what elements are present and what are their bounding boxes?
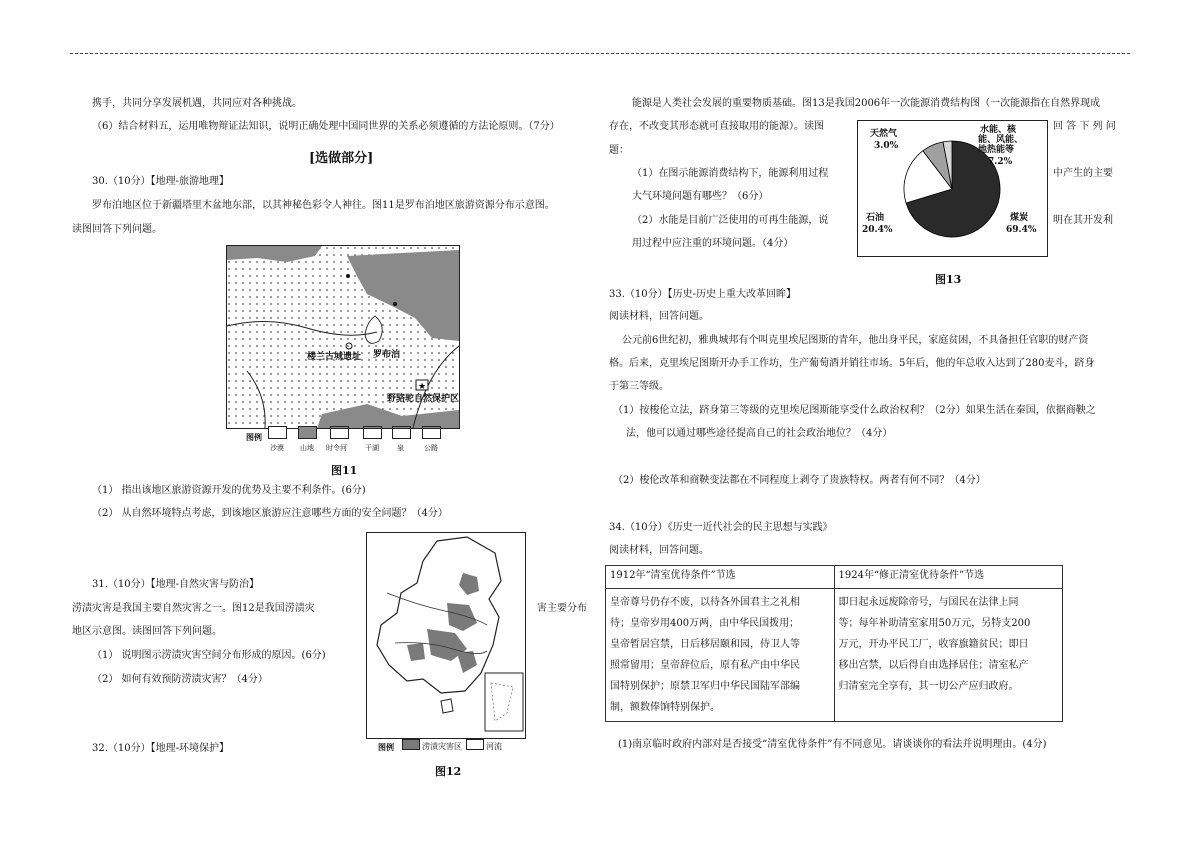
q32-heading: 32.（10分）【地理-环境保护】 (92, 743, 230, 754)
cell-1912-line: 皇帝暂居宫禁，日后移居颐和园，侍卫人等 (610, 639, 800, 650)
table-cell-1912 (606, 589, 835, 722)
pie-value-coal: 69.4% (1006, 225, 1037, 235)
pie-label-gas: 天然气 (870, 129, 898, 139)
q30-intro: 罗布泊地区位于新疆塔里木盆地东部，以其神秘色彩令人神往。图11是罗布泊地区旅游资源分布示意图。 (92, 200, 555, 211)
q33-material-line-3: 于第三等级。 (609, 381, 669, 392)
legend-road-label: 公路 (424, 444, 438, 452)
cell-1924-line: 万元，开办平民工厂，收容旗籍贫民；即日 (838, 639, 1029, 650)
q31-sub-2: （2） 如何有效预防涝渍灾害？（4分） (92, 674, 268, 685)
legend-river-label: 河流 (486, 742, 502, 751)
cell-1912-line: 照常留用；皇帝辞位后，原有私产由中华民 (610, 660, 800, 671)
figure-11-caption: 图11 (331, 464, 358, 477)
q30-sub-2: （2） 从自然环境特点考虑，到该地区旅游应注意哪些方面的安全问题？（4分） (92, 508, 448, 519)
label-loulan-ruins: 楼兰古城遗址 (307, 352, 362, 362)
q31-intro-2: 地区示意图。读图回答下列问题。 (72, 626, 222, 637)
cell-1924-line: 等；每年补助清室家用50万元，另特支200 (838, 618, 1031, 629)
q32-sub-2-line-2: 用过程中应注重的环境问题。（4分） (632, 238, 794, 249)
pie-label-coal: 煤炭 (1010, 213, 1029, 223)
top-dashed-rule (70, 53, 1130, 54)
cell-1912-line: 制，额数俸饷特别保护。 (610, 702, 720, 713)
figure-12-map (366, 532, 526, 739)
q31-sub-1: （1） 说明图示涝渍灾害空间分布形成的原因。(6分) (92, 650, 326, 661)
q31-intro: 涝渍灾害是我国主要自然灾害之一。图12是我国涝渍灾 (72, 603, 315, 614)
figure-12-caption: 图12 (435, 765, 462, 778)
q33-heading: 33.（10分）【历史-历史上重大改革回眸】 (609, 289, 797, 300)
figure-13-pie (857, 120, 1048, 257)
q32-sub-1-line-2: 大气环境问题有哪些？（6分） (632, 191, 769, 202)
pie-label-hydro-1: 水能、核 (980, 125, 1017, 135)
q34-sub-1: (1)南京临时政府内部对是否接受“清室优待条件”有不同意见。请谈谈你的看法并说明理由。(4分) (618, 739, 1047, 750)
q30-sub-1: （1） 指出该地区旅游资源开发的优势及主要不利条件。(6分) (92, 485, 366, 496)
section-title: [选做部分] (309, 151, 374, 166)
q30-intro-2: 读图回答下列问题。 (72, 224, 162, 235)
table-header-1912: 1912年“清室优待条件”节选 (606, 566, 835, 589)
pie-label-hydro-3: 地热能等 (978, 145, 1015, 155)
q30-heading: 30.（10分）【地理-旅游地理】 (92, 176, 230, 187)
pie-label-hydro-2: 能、风能、 (978, 135, 1024, 145)
q32-sub-1-continued: 中产生的主要 (1053, 168, 1113, 179)
q34-comparison-table (605, 565, 1063, 722)
q32-sub-1: （1）在图示能源消费结构下，能源利用过程 (632, 168, 829, 179)
legend-flood-label: 涝渍灾害区 (422, 742, 462, 751)
legend-desert-swatch (268, 426, 287, 439)
cell-1924-line: 移出宫禁，以后得自由选择居住；清室私产 (838, 660, 1029, 671)
q33-material-line-1: 公元前6世纪初，雅典城邦有个叫克里埃尼图斯的青年，他出身平民，家庭贫困，不具备担任官职的财产资 (622, 335, 1089, 346)
svg-text:★: ★ (417, 382, 427, 392)
label-camel-reserve: 野骆驼自然保护区 (387, 394, 460, 404)
q32-line-1: 能源是人类社会发展的重要物质基础。图13是我国2006年一次能源消费结构图（一次能源指在自然界现成 (632, 98, 1101, 109)
legend-flood-swatch (402, 739, 420, 750)
continuation-text: 携手，共同分享发展机遇，共同应对各种挑战。 (92, 98, 302, 109)
q33-sub-1: （1）按梭伦立法，跻身第三等级的克里埃尼图斯能享受什么政治权利？（2分）如果生活在秦国，依据商鞅之 (613, 405, 1096, 416)
table-cell-1924 (834, 589, 1063, 722)
label-lop-nur: 罗布泊 (373, 350, 401, 360)
q32-sub-2: （2）水能是目前广泛使用的可再生能源，说 (632, 215, 829, 226)
q34-heading: 34.（10分）《历史一近代社会的民主思想与实践》 (609, 522, 833, 533)
q31-intro-continued: 害主要分布 (537, 603, 587, 614)
pie-value-gas: 3.0% (874, 141, 899, 151)
legend-river-swatch (466, 739, 484, 750)
legend-spring-label: 泉 (397, 444, 404, 452)
fig12-legend-title: 图例 (378, 742, 394, 752)
cell-1912-line: 皇帝尊号仍存不废，以待各外国君主之礼相 (610, 597, 800, 608)
legend-mountain-label: 山地 (300, 444, 314, 452)
pie-value-oil: 20.4% (862, 225, 893, 235)
q33-sub-1-line-2: 法，他可以通过哪些途径提高自己的社会政治地位？（4分） (626, 428, 893, 439)
q33-material-line-2: 格。后来，克里埃尼图斯开办手工作坊，生产葡萄酒并销往市场。5年后，他的年总收入达到了280麦斗，跻身 (609, 358, 1095, 369)
legend-seasonal-river-swatch (330, 426, 349, 439)
pie-label-oil: 石油 (866, 213, 885, 223)
legend-mountain-swatch (298, 426, 317, 439)
legend-seasonal-river-label: 时令河 (326, 444, 347, 452)
q32-line-3: 题： (609, 145, 629, 156)
legend-spring-swatch (392, 426, 411, 439)
q33-read-instruction: 阅读材料，回答问题。 (609, 311, 709, 322)
question-6: （6）结合材料五，运用唯物辩证法知识，说明正确处理中国同世界的关系必须遵循的方法论原则。（7分） (92, 121, 560, 132)
q32-sub-2-continued: 明在其开发利 (1053, 215, 1113, 226)
table-header-1924: 1924年“修正清室优待条件”节选 (834, 566, 1063, 589)
figure-11-map (226, 245, 460, 429)
legend-dry-lake-swatch (363, 426, 382, 439)
cell-1924-line: 归清室完全享有，其一切公产应归政府。 (838, 681, 1019, 692)
cell-1912-line: 待；皇帝岁用400万两，由中华民国拨用； (610, 618, 800, 629)
q34-read-instruction: 阅读材料，回答问题。 (609, 545, 709, 556)
q31-heading: 31.（10分）【地理-自然灾害与防治】 (92, 579, 260, 590)
cell-1924-line: 即日起永远废除帝号，与国民在法律上同 (838, 597, 1019, 608)
figure-13-caption: 图13 (935, 273, 962, 286)
q33-sub-2: （2）梭伦改革和商鞅变法都在不同程度上剥夺了贵族特权。两者有何不同？（4分） (613, 475, 986, 486)
legend-dry-lake-label: 干湖 (365, 444, 379, 452)
legend-desert-label: 沙漠 (270, 444, 284, 452)
q32-line-2: 存在，不改变其形态就可直接取用的能源）。读图 (609, 121, 824, 132)
fig11-legend-title: 图例 (246, 432, 262, 442)
pie-value-hydro: 7.2% (988, 157, 1013, 167)
cell-1912-line: 国特别保护；原禁卫军归中华民国陆军部编 (610, 681, 800, 692)
q32-line-2-continued: 回 答 下 列 问 (1053, 121, 1116, 132)
legend-road-swatch (422, 426, 441, 439)
